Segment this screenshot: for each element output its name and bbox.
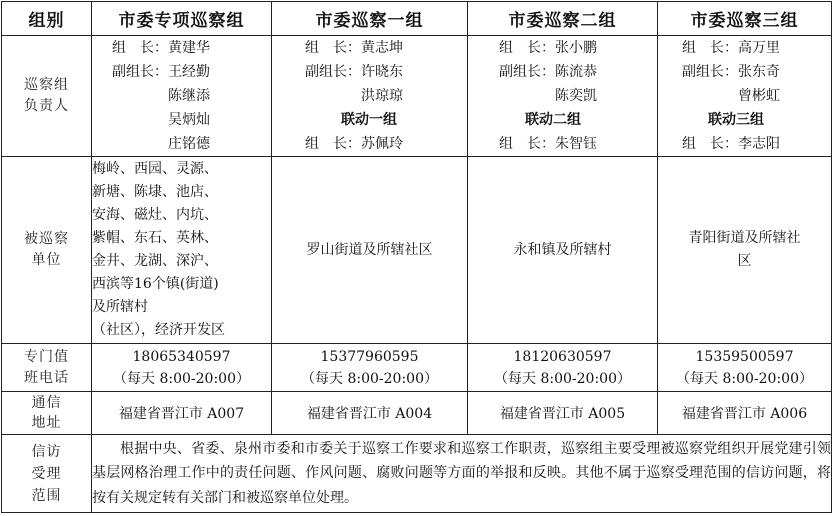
leader-line: 洪琼琼: [305, 88, 403, 104]
address-group-3: 福建省晋江市 A006: [658, 392, 832, 435]
row-label-line: 通信: [31, 395, 62, 411]
header-row: [2, 2, 832, 36]
leader-line: 副组长：王经勤: [112, 64, 210, 80]
leader-line: 组 长：苏佩玲: [305, 136, 403, 152]
row-label-line: 负责人: [24, 98, 69, 114]
row-label-line: 专门值: [24, 348, 69, 365]
link-group-title: 联动二组: [525, 112, 581, 128]
phone-number: 18065340597: [132, 348, 231, 365]
unit-line: 区: [737, 253, 752, 269]
duty-hours: （每天 8:00-20:00）: [113, 370, 250, 387]
row-label-line: 单位: [31, 252, 62, 268]
address-group-2: 福建省晋江市 A005: [468, 392, 658, 435]
duty-hours: （每天 8:00-20:00）: [676, 370, 813, 387]
address-row: [2, 392, 832, 435]
address-group-1: 福建省晋江市 A004: [272, 392, 468, 435]
link-group-title: 联动三组: [708, 112, 764, 128]
leader-line: 陈继添: [112, 88, 210, 104]
leader-line: 组 长：李志阳: [682, 136, 780, 152]
units-group-2: 永和镇及所辖村: [468, 157, 658, 344]
phone-group-1: [272, 344, 468, 392]
units-special: [92, 157, 272, 344]
row-label-line: 被巡察: [24, 231, 69, 247]
leader-line: 庄铭德: [112, 136, 210, 152]
scope-text-cell: [92, 435, 832, 513]
header-group-3: 市委巡察三组: [658, 2, 832, 36]
phone-group-3: [658, 344, 832, 392]
unit-line: 西滨等16个镇(街道): [92, 276, 219, 292]
unit-line: 梅岭、西园、灵源、: [92, 161, 218, 177]
leaders-special: [92, 36, 272, 157]
header-group: 组别: [2, 2, 92, 36]
unit-line: 及所辖村: [92, 299, 148, 315]
address-special: 福建省晋江市 A007: [92, 392, 272, 435]
row-label-units: [2, 157, 92, 344]
leaders-row: [2, 36, 832, 157]
unit-line: 新塘、陈埭、池店、: [92, 184, 218, 200]
leader-line: 组 长：张小鹏: [499, 40, 597, 56]
link-group-title: 联动一组: [341, 112, 397, 128]
header-special-group: 市委专项巡察组: [92, 2, 272, 36]
leaders-group-3: [658, 36, 832, 157]
row-label-line: 受理: [31, 465, 62, 482]
row-label-line: 巡察组: [24, 77, 69, 93]
unit-line: 金井、龙湖、深沪、: [92, 253, 218, 269]
leaders-group-2: [468, 36, 658, 157]
unit-line: 安海、磁灶、内坑、: [92, 207, 218, 223]
unit-line: （社区），经济开发区: [92, 322, 225, 338]
duty-hours: （每天 8:00-20:00）: [301, 370, 438, 387]
row-label-line: 范围: [31, 487, 62, 504]
row-label-leaders: [2, 36, 92, 157]
unit-line: 紫帽、东石、英林、: [92, 230, 218, 246]
row-label-phone: [2, 344, 92, 392]
units-group-1: 罗山街道及所辖社区: [272, 157, 468, 344]
header-group-2: 市委巡察二组: [468, 2, 658, 36]
units-group-3: [658, 157, 832, 344]
phone-number: 18120630597: [513, 348, 612, 365]
leader-line: 副组长：张东奇: [682, 64, 780, 80]
phone-group-2: [468, 344, 658, 392]
leader-line: 组 长：黄志坤: [305, 40, 403, 56]
leaders-group-1: [272, 36, 468, 157]
units-row: [2, 157, 832, 344]
leader-line: 曾彬虹: [682, 88, 780, 104]
leader-line: 副组长：陈流恭: [499, 64, 597, 80]
leader-line: 组 长：高万里: [682, 40, 780, 56]
phone-special: [92, 344, 272, 392]
leader-line: 副组长：许晓东: [305, 64, 403, 80]
unit-line: 青阳街道及所辖社: [688, 230, 801, 246]
row-label-line: 信访: [31, 443, 62, 460]
phone-number: 15377960595: [320, 348, 419, 365]
row-label-line: 地址: [31, 415, 62, 431]
phone-number: 15359500597: [695, 348, 794, 365]
leader-line: 组 长：黄建华: [112, 40, 210, 56]
duty-hours: （每天 8:00-20:00）: [494, 370, 631, 387]
inspection-table: [1, 1, 832, 513]
phone-row: [2, 344, 832, 392]
header-group-1: 市委巡察一组: [272, 2, 468, 36]
scope-row: [2, 435, 832, 513]
leader-line: 组 长：朱智钰: [499, 136, 597, 152]
row-label-scope: [2, 435, 92, 513]
row-label-line: 班电话: [24, 369, 69, 386]
scope-text: 根据中央、省委、泉州市委和市委关于巡察工作要求和巡察工作职责，巡察组主要受理被巡察党组织开展党建引领基层网格治理工作中的责任问题、作风问题、腐败问题等方面的举报和反映。其他不属于巡察受理范围的信访问题，将按有关规定转有关部门和被巡察单位处理。: [92, 440, 831, 506]
leader-line: 陈奕凯: [499, 88, 597, 104]
row-label-address: [2, 392, 92, 435]
leader-line: 吴炳灿: [112, 112, 210, 128]
